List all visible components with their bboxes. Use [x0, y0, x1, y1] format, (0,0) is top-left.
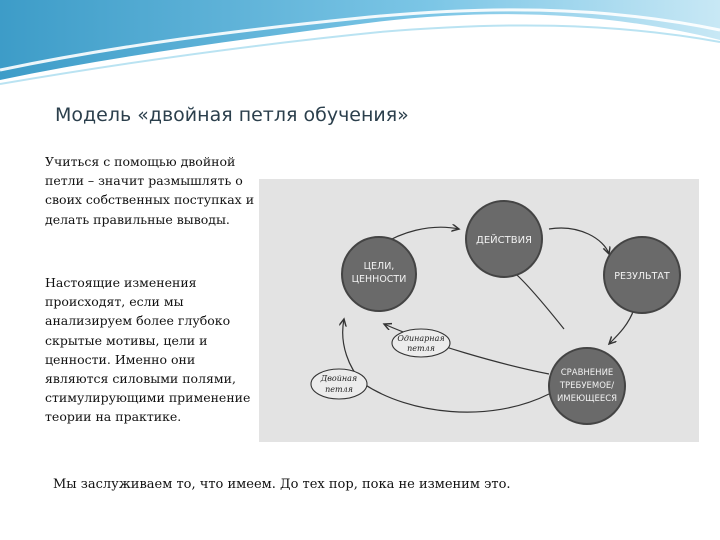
label-double-loop	[311, 369, 367, 399]
node-result-label: РЕЗУЛЬТАТ	[614, 271, 670, 282]
double-loop-diagram	[259, 179, 699, 442]
paragraph-real-changes: Настоящие изменения происходят, если мы анализируем более глубоко скрытые мотивы, цели и ценности. Именно они являются силовыми полями, стимулирующими применение теории на практике.	[45, 275, 251, 425]
node-comparison	[549, 348, 625, 424]
node-comparison-label-line1: СРАВНЕНИЕ	[560, 368, 614, 378]
node-goals-label-line1: ЦЕЛИ,	[363, 261, 395, 272]
label-double-loop-line1: Двойная	[320, 374, 358, 383]
node-comparison-label-line3: ИМЕЮЩЕЕСЯ	[556, 394, 618, 404]
node-goals-label-line2: ЦЕННОСТИ	[351, 274, 407, 285]
node-actions-label: ДЕЙСТВИЯ	[476, 235, 532, 246]
footer-quote: Мы заслуживаем то, что имеем. До тех пор, пока не изменим это.	[53, 477, 511, 492]
label-single-loop	[392, 329, 450, 357]
label-single-loop-line2: петля	[407, 344, 435, 353]
node-result	[604, 237, 680, 313]
node-comparison-label-line2: ТРЕБУЕМОЕ/	[559, 381, 615, 391]
label-single-loop-line1: Одинарная	[397, 334, 445, 343]
slide-title: Модель «двойная петля обучения»	[55, 104, 409, 126]
node-actions	[466, 201, 542, 277]
label-double-loop-line2: петля	[325, 385, 353, 394]
paragraph-double-loop-definition: Учиться с помощью двойной петли – значит размышлять о своих собственных поступках и делать правильные выводы.	[45, 154, 255, 227]
node-goals-values	[342, 237, 416, 311]
header-wave-decoration	[0, 0, 720, 90]
